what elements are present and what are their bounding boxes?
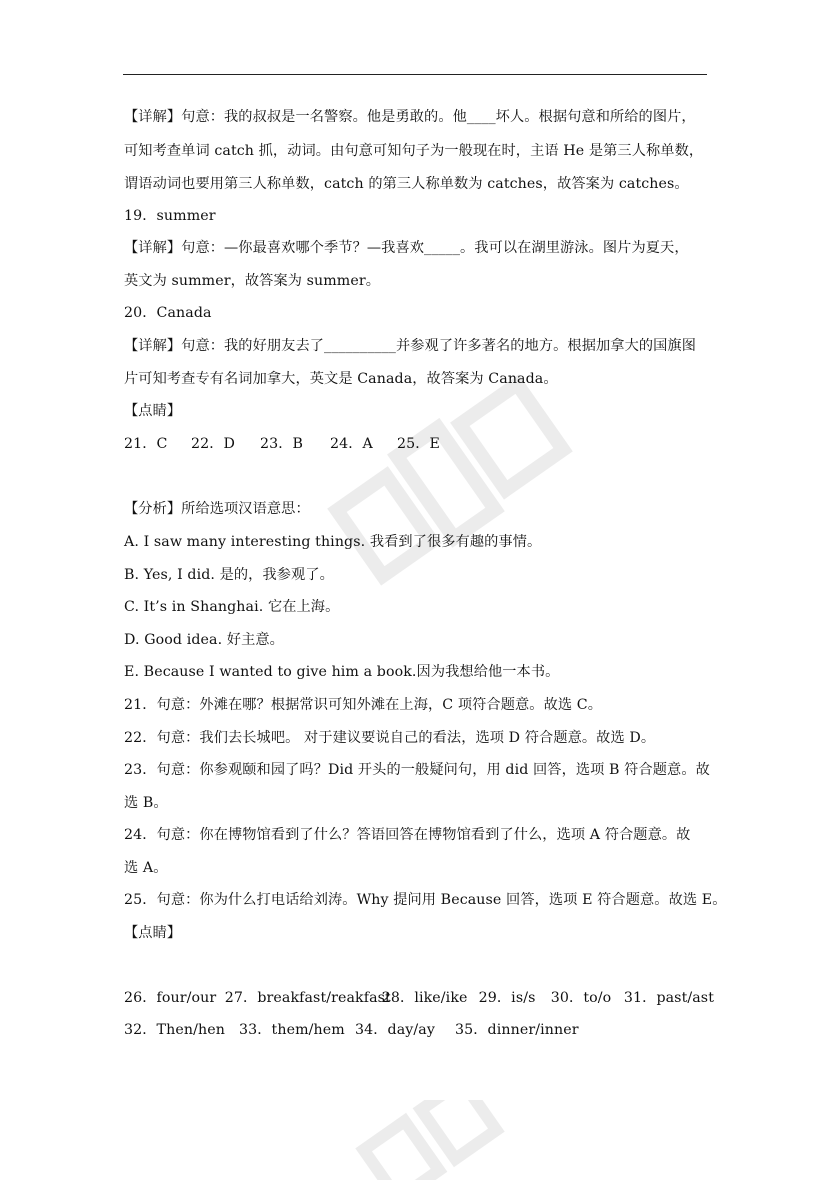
answer-item: 27．breakfast/reakfast bbox=[224, 990, 391, 1006]
answer-item: 32．Then/hen bbox=[124, 1022, 225, 1038]
answer-item: 22．D bbox=[191, 436, 236, 452]
option-a: A. I saw many interesting things. 我看到了很多有趣的事情。 bbox=[124, 534, 542, 550]
explain-23-line1: 23．句意：你参观颐和园了吗？Did 开头的一般疑问句，用 did 回答，选项 B 符合题意。故 bbox=[124, 762, 710, 778]
detail-q18-line2: 可知考查单词 catch 抓，动词。由句意可知句子为一般现在时，主语 He 是第三人称单数， bbox=[124, 143, 704, 159]
explain-21: 21．句意：外滩在哪？根据常识可知外滩在上海，C 项符合题意。故选 C。 bbox=[124, 697, 603, 713]
option-e: E. Because I wanted to give him a book.因为我想给他一本书。 bbox=[124, 664, 560, 680]
answers-32-35 bbox=[124, 1020, 714, 1040]
detail-q18-line3: 谓语动词也要用第三人称单数，catch 的第三人称单数为 catches，故答案为 catches。 bbox=[124, 176, 689, 192]
answer-item: 28．like/ike bbox=[381, 990, 468, 1006]
answer-item: 30．to/o bbox=[550, 990, 612, 1006]
answer-item: 31．past/ast bbox=[623, 990, 714, 1006]
analysis-heading: 【分析】所给选项汉语意思： bbox=[124, 501, 310, 517]
option-b: B. Yes, I did. 是的，我参观了。 bbox=[124, 567, 334, 583]
watermark-icon bbox=[330, 1100, 530, 1180]
detail-q19-line1: 【详解】句意：—你最喜欢哪个季节？—我喜欢_____。我可以在湖里游泳。图片为夏天， bbox=[124, 240, 689, 256]
answers-26-31 bbox=[124, 988, 714, 1008]
option-c: C. It’s in Shanghai. 它在上海。 bbox=[124, 599, 340, 615]
answer-item: 24．A bbox=[330, 436, 373, 452]
option-d: D. Good idea. 好主意。 bbox=[124, 632, 284, 648]
answer-item: 26．four/our bbox=[124, 990, 217, 1006]
explain-24-line2: 选 A。 bbox=[124, 860, 168, 876]
header-rule bbox=[123, 74, 707, 75]
explain-24-line1: 24．句意：你在博物馆看到了什么？答语回答在博物馆看到了什么，选项 A 符合题意。故 bbox=[124, 827, 691, 843]
answer-item: 21．C bbox=[124, 436, 168, 452]
detail-q19-line2: 英文为 summer，故答案为 summer。 bbox=[124, 273, 381, 289]
dianjing-analysis: 【点睛】 bbox=[124, 925, 182, 941]
answer-item: 33．them/hem bbox=[239, 1022, 345, 1038]
explain-22: 22．句意：我们去长城吧。 对于建议要说自己的看法，选项 D 符合题意。故选 D。 bbox=[124, 730, 656, 746]
dianjing-q20: 【点睛】 bbox=[124, 403, 182, 419]
detail-q20-line1: 【详解】句意：我的好朋友去了__________并参观了许多著名的地方。根据加拿大的国旗图 bbox=[124, 338, 697, 354]
detail-q20-line2: 片可知考查专有名词加拿大，英文是 Canada，故答案为 Canada。 bbox=[124, 371, 558, 387]
explain-23-line2: 选 B。 bbox=[124, 795, 168, 811]
detail-q18-line1: 【详解】句意：我的叔叔是一名警察。他是勇敢的。他____坏人。根据句意和所给的图片， bbox=[124, 109, 696, 125]
explain-25: 25．句意：你为什么打电话给刘涛。Why 提问用 Because 回答，选项 E 符合题意。故选 E。 bbox=[124, 892, 727, 908]
answer-item: 23．B bbox=[260, 436, 304, 452]
answer-item: 35．dinner/inner bbox=[455, 1022, 579, 1038]
answer-item: 25．E bbox=[397, 436, 440, 452]
answer-item: 29．is/s bbox=[478, 990, 536, 1006]
answer-q20: 20．Canada bbox=[124, 305, 212, 321]
answer-q19: 19．summer bbox=[124, 208, 216, 224]
answers-21-25 bbox=[124, 434, 714, 454]
answer-item: 34．day/ay bbox=[355, 1022, 435, 1038]
